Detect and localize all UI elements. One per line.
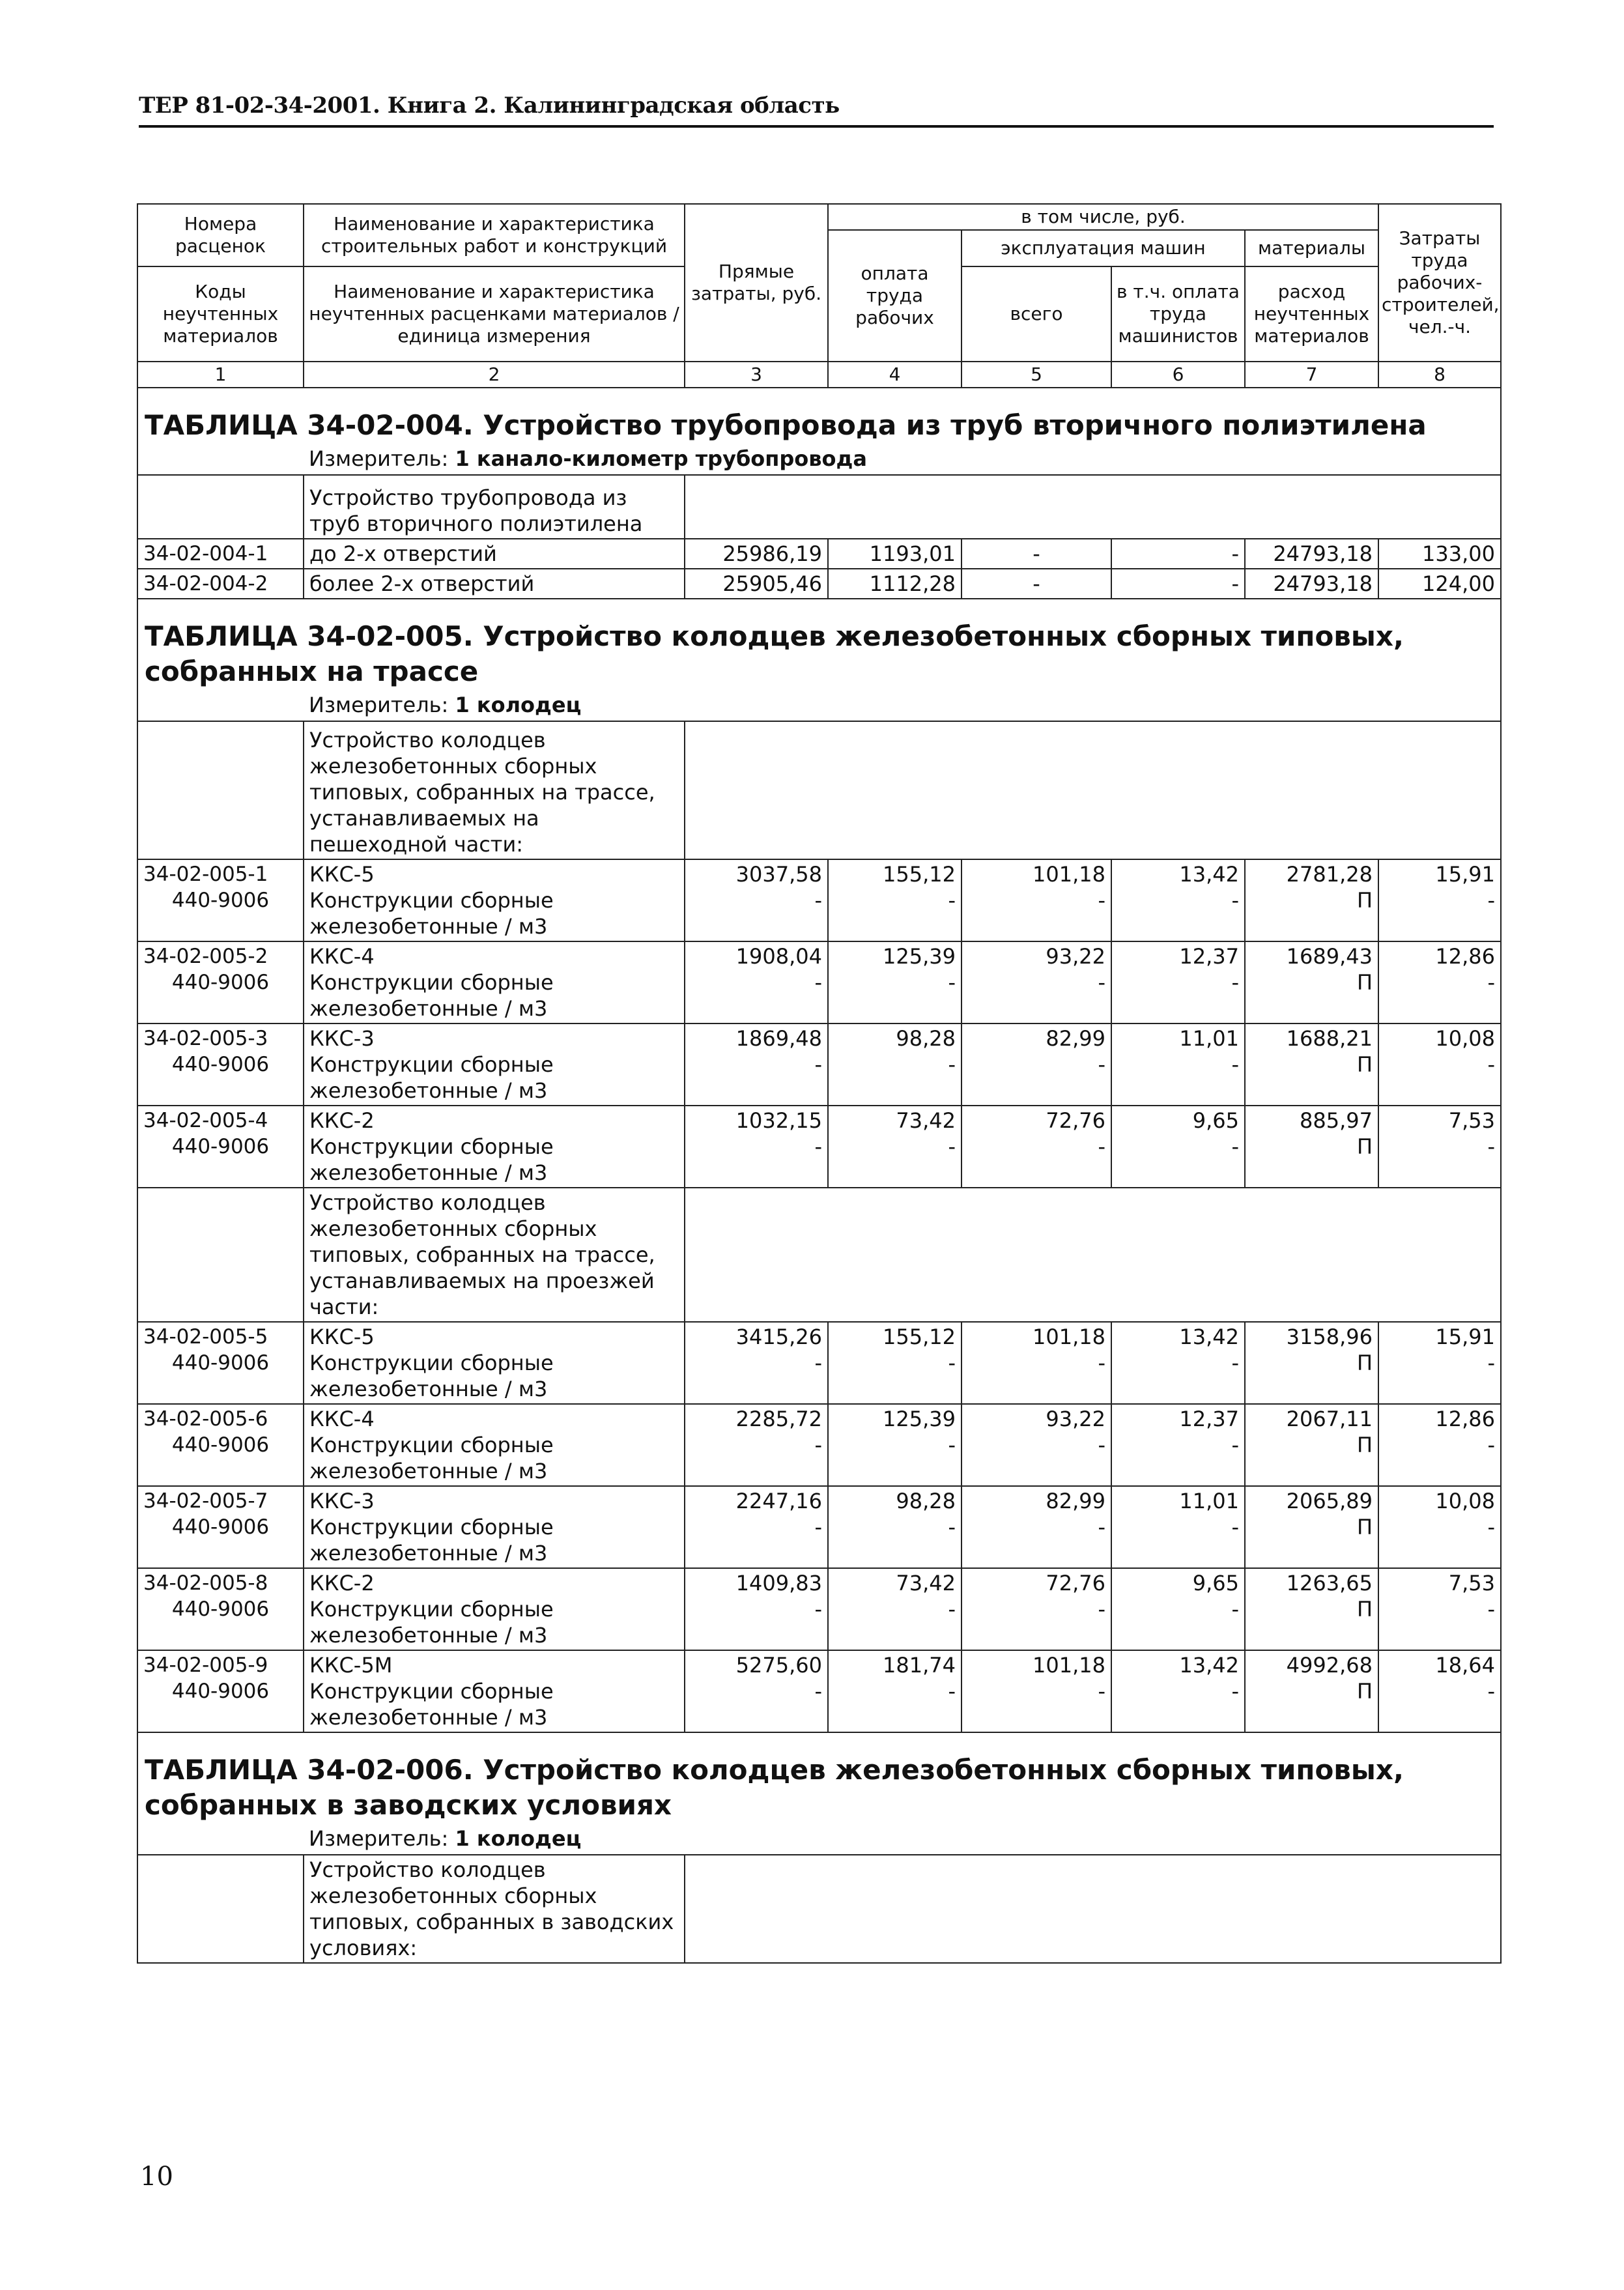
col-header-codes-top: Номера расценок [137,204,304,266]
col-number: 7 [1245,362,1378,388]
table-row: 34-02-005-3 440-9006 ККС-3 Конструкции сборные железобетонные / м3 1869,48 - 98,28 - 82,99 - 11,01 - 1688,21 П 10,08 - [137,1023,1501,1106]
document-body [137,203,1500,1964]
page-header-text: ТЕР 81-02-34-2001. Книга 2. Калининградская область [139,93,840,119]
measure: Измеритель: 1 колодец [309,693,582,717]
rates-table [137,203,1502,1964]
table-row: 34-02-005-8 440-9006 ККС-2 Конструкции сборные железобетонные / м3 1409,83 - 73,42 - 72,76 - 9,65 - 1263,65 П 7,53 - [137,1568,1501,1650]
table-34-02-004 [137,388,1501,599]
section-title: ТАБЛИЦА 34-02-006. Устройство колодцев железобетонных сборных типовых, собранных в заводских условиях [145,1754,1404,1821]
col-number: 1 [137,362,304,388]
section-intro: Устройство колодцев железобетонных сборных типовых, собранных в заводских условиях: [304,1855,685,1963]
col-number: 3 [685,362,828,388]
table-row: 34-02-005-5 440-9006 ККС-5 Конструкции сборные железобетонные / м3 3415,26 - 155,12 - 101,18 - 13,42 - 3158,96 П 15,91 - [137,1322,1501,1404]
col-number: 8 [1378,362,1501,388]
col-number: 2 [304,362,685,388]
table-row: 34-02-005-4 440-9006 ККС-2 Конструкции сборные железобетонные / м3 1032,15 - 73,42 - 72,76 - 9,65 - 885,97 П 7,53 - [137,1106,1501,1188]
col-header-material-consumption: расход неучтенных материалов [1245,266,1378,362]
col-header-name-top: Наименование и характеристика строительных работ и конструкций [304,204,685,266]
col-header-wages: оплата труда рабочих [828,230,962,362]
table-header [137,204,1501,388]
table-row: 34-02-005-2 440-9006 ККС-4 Конструкции сборные железобетонные / м3 1908,04 - 125,39 - 93,22 - 12,37 - 1689,43 П 12,86 - [137,941,1501,1023]
section-intro: Устройство трубопровода из труб вторичного полиэтилена [304,475,685,539]
col-header-machines: эксплуатация машин [962,230,1245,266]
col-header-name-bottom: Наименование и характеристика неучтенных расценками материалов / единица измерения [304,266,685,362]
section-intro: Устройство колодцев железобетонных сборных типовых, собранных на трассе, устанавливаемых на пешеходной части: [304,721,685,859]
col-header-materials: материалы [1245,230,1378,266]
col-header-in-total: в том числе, руб. [828,204,1378,230]
measure: Измеритель: 1 колодец [309,1826,582,1851]
section-title: ТАБЛИЦА 34-02-004. Устройство трубопровода из труб вторичного полиэтилена [145,409,1427,441]
table-row: 34-02-005-9 440-9006 ККС-5М Конструкции сборные железобетонные / м3 5275,60 - 181,74 - 101,18 - 13,42 - 4992,68 П 18,64 - [137,1650,1501,1732]
section-title: ТАБЛИЦА 34-02-005. Устройство колодцев железобетонных сборных типовых, собранных на трассе [145,620,1404,687]
col-number: 5 [962,362,1111,388]
col-header-direct-costs: Прямые затраты, руб. [685,204,828,362]
measure: Измеритель: 1 канало-километр трубопровода [309,446,867,471]
table-row: 34-02-004-1 до 2-х отверстий 25986,19 1193,01 - - 24793,18 133,00 [137,539,1501,569]
col-header-machines-total: всего [962,266,1111,362]
page-number: 10 [140,2162,173,2192]
table-row: 34-02-005-1 440-9006 ККС-5 Конструкции сборные железобетонные / м3 3037,58 - 155,12 - 101,18 - 13,42 - 2781,28 П 15,91 - [137,859,1501,941]
col-header-machinist-wages: в т.ч. оплата труда машинистов [1111,266,1245,362]
table-row: 34-02-004-2 более 2-х отверстий 25905,46 1112,28 - - 24793,18 124,00 [137,569,1501,599]
page-header [139,93,1494,128]
table-34-02-006 [137,1732,1501,1963]
table-row: 34-02-005-6 440-9006 ККС-4 Конструкции сборные железобетонные / м3 2285,72 - 125,39 - 93,22 - 12,37 - 2067,11 П 12,86 - [137,1404,1501,1486]
table-34-02-005 [137,599,1501,1732]
col-header-codes-bottom: Коды неучтенных материалов [137,266,304,362]
col-header-labor: Затраты труда рабочих-строителей, чел.-ч. [1378,204,1501,362]
table-row: 34-02-005-7 440-9006 ККС-3 Конструкции сборные железобетонные / м3 2247,16 - 98,28 - 82,99 - 11,01 - 2065,89 П 10,08 - [137,1486,1501,1568]
col-number: 4 [828,362,962,388]
section-intro: Устройство колодцев железобетонных сборных типовых, собранных на трассе, устанавливаемых на проезжей части: [304,1188,685,1322]
col-number: 6 [1111,362,1245,388]
